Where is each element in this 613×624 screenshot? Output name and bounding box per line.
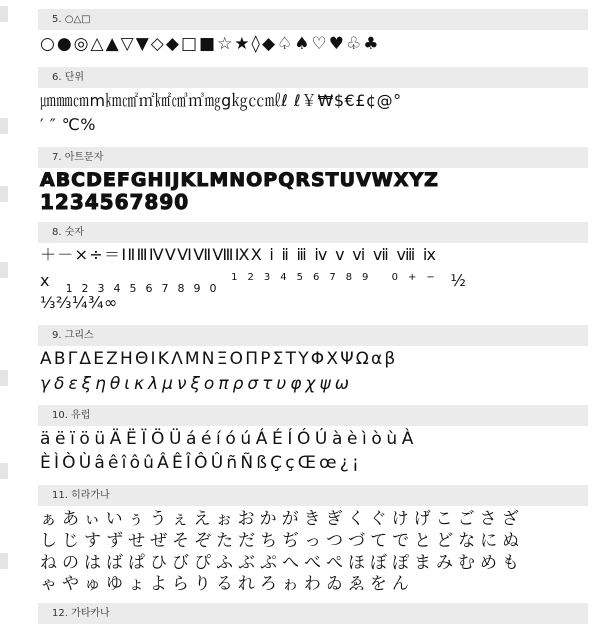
section-9-row-1: ΑΒΓΔΕΖΗΘΙΚΛΜΝΞΟΠΡΣΤΥΦΧΨΩαβ	[40, 349, 398, 369]
section-6-header: 6. 단위	[38, 67, 588, 88]
section-7-row-2: 1234567890	[40, 190, 190, 214]
superscript-digits: 123456789 0+−	[231, 272, 445, 283]
edge-mark	[0, 6, 8, 22]
section-10-row-2: ÈÌÒÙâêîôûÂÊÎÔÛñÑßÇçŒœ¿¡	[40, 453, 362, 473]
section-7-row-1: ABCDEFGHIJKLMNOPQRSTUVWXYZ	[40, 169, 439, 191]
edge-mark	[0, 262, 8, 278]
section-10-row-1: äëïöüÄËÏÖÜáéíóúÁÉÍÓÚàèìòùÀ	[40, 429, 418, 449]
section-9-header: 9. 그리스	[38, 325, 588, 346]
section-6-row-1: ㎛㎜㎝m㎞㎠㎡㎢㎤㎥㎎g㎏㏄㎖ℓ ℓ￥₩$€£¢@°	[40, 91, 402, 110]
subscript-digits: 1234567890	[65, 282, 226, 295]
section-8-row-1: ＋－×÷＝ⅠⅡⅢⅣⅤⅥⅦⅧⅨⅩ ⅰ ⅱ ⅲ ⅳ ⅴ ⅵ ⅶ ⅷ ⅸ	[40, 245, 438, 264]
section-6-row-2: ′ ″ ℃%	[40, 115, 96, 134]
section-11-row-1: ぁあぃいぅうぇえぉおかがきぎくぐけげこごさざ	[40, 509, 524, 529]
section-11-header: 11. 히라가나	[38, 485, 588, 506]
section-11-row-4: ゃやゅゆょよらりるれろゎわゐゑをん	[40, 574, 414, 594]
section-11-row-3: ねのはばぱひびぴふぶぷへべぺほぼぽまみむめも	[40, 553, 524, 573]
edge-mark	[0, 463, 8, 479]
section-9-row-2: γδεξηθικλμνξοπρστυφχψω	[40, 374, 353, 394]
section-8-row-3: ⅓⅔¼¾∞	[40, 293, 118, 312]
section-5-row-1: ○●◎△▲▽▼◇◆□■☆★◊◆♤♠♡♥♧♣	[40, 34, 381, 54]
section-5-header: 5. ○△□	[38, 9, 588, 30]
edge-mark	[0, 186, 8, 202]
edge-mark	[0, 118, 8, 134]
section-10-header: 10. 유럽	[38, 405, 588, 426]
section-7-header: 7. 아트문자	[38, 147, 588, 168]
edge-mark	[0, 370, 8, 386]
section-11-row-2: しじすずせぜそぞただちぢっつづてでとどなにぬ	[40, 531, 525, 551]
edge-mark	[0, 553, 8, 569]
section-12-header: 12. 가타카나	[38, 603, 588, 624]
multiply-x: x	[40, 271, 50, 290]
one-half: ½	[450, 271, 467, 290]
section-8-header: 8. 숫자	[38, 222, 588, 243]
